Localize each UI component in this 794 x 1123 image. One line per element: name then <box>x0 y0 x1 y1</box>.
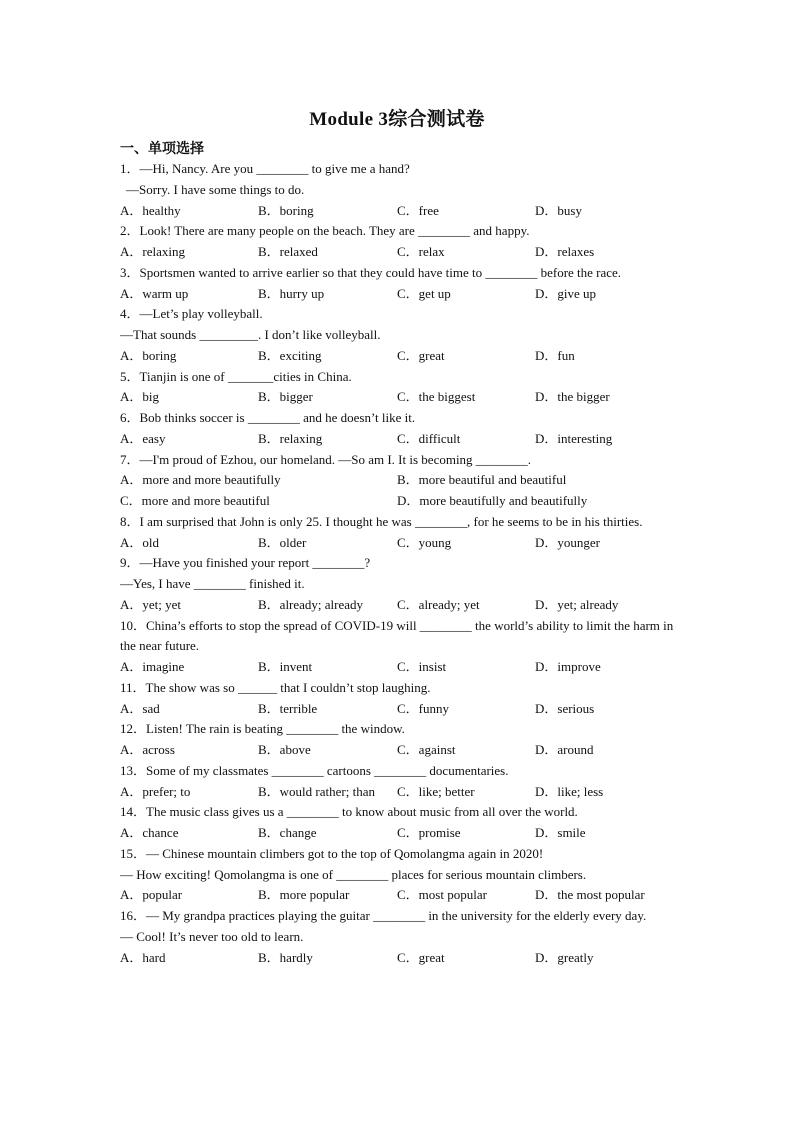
options-row <box>120 242 675 263</box>
options-row <box>120 387 675 408</box>
question-item <box>120 844 675 906</box>
option: A．boring <box>120 347 177 363</box>
options-row <box>120 948 675 969</box>
option: A．big <box>120 389 160 405</box>
question-item <box>120 263 675 305</box>
option: D．busy <box>535 202 582 218</box>
question-item <box>120 761 675 803</box>
question-text: 9．—Have you finished your report ________? <box>120 555 371 571</box>
option: C．promise <box>397 825 461 840</box>
option: C．already; yet <box>397 596 480 612</box>
question-text: 16．— My grandpa practices playing the guitar ________ in the university for the elderly every day. <box>120 908 647 923</box>
option: B．already; already <box>258 596 364 612</box>
option: D．younger <box>535 534 600 550</box>
question-item <box>120 906 675 968</box>
option: A．warm up <box>120 285 189 301</box>
question-text: 14．The music class gives us a ________ to know about music from all over the world. <box>120 804 578 820</box>
question-item <box>120 512 675 554</box>
option: A．popular <box>120 887 183 903</box>
question-text: 12．Listen! The rain is beating ________ the window. <box>120 721 405 737</box>
option: A．yet; yet <box>120 596 182 612</box>
option: B．change <box>258 825 317 840</box>
option: A．more and more beautifully <box>120 472 281 488</box>
question-text: 6．Bob thinks soccer is ________ and he doesn’t like it. <box>120 410 416 425</box>
option: D．the most popular <box>535 887 645 903</box>
question-item <box>120 802 675 844</box>
option: C．free <box>397 202 439 218</box>
option: D．smile <box>535 825 586 840</box>
option: A．healthy <box>120 202 181 218</box>
options-row <box>120 782 675 803</box>
question-list <box>120 159 675 968</box>
question-text: 2．Look! There are many people on the beach. They are ________ and happy. <box>120 223 530 239</box>
option: B．relaxed <box>258 244 318 259</box>
option: A．across <box>120 742 175 757</box>
question-item <box>120 553 675 615</box>
options-row <box>120 699 675 720</box>
question-item <box>120 450 675 512</box>
option: D．more beautifully and beautifully <box>397 493 588 508</box>
question-text: 11．The show was so ______ that I couldn’t stop laughing. <box>120 679 431 695</box>
question-text: 1．—Hi, Nancy. Are you ________ to give me a hand? <box>120 161 410 176</box>
option: B．above <box>258 742 311 757</box>
option: C．difficult <box>397 430 461 446</box>
question-text: 13．Some of my classmates ________ cartoons ________ documentaries. <box>120 762 509 778</box>
question-text: 10．China’s efforts to stop the spread of COVID-19 will ________ the world’s ability to limit the harm in the near future. <box>120 617 674 654</box>
options-row <box>120 284 675 305</box>
option: C．great <box>397 347 445 363</box>
option: D．around <box>535 742 594 757</box>
option: D．serious <box>535 700 595 716</box>
option: D．interesting <box>535 430 613 446</box>
option: D．like; less <box>535 783 604 799</box>
option: B．boring <box>258 202 314 218</box>
option: B．exciting <box>258 347 322 363</box>
option: D．greatly <box>535 949 594 965</box>
question-text: 4．—Let’s play volleyball. <box>120 306 263 322</box>
option: B．relaxing <box>258 430 323 446</box>
options-row <box>120 346 675 367</box>
options-row <box>120 533 675 554</box>
options-row <box>120 823 675 844</box>
option: D．improve <box>535 659 601 674</box>
options-row <box>120 885 675 906</box>
option: D．relaxes <box>535 244 595 259</box>
option: B．more beautiful and beautiful <box>397 472 567 488</box>
options-row <box>120 429 675 450</box>
option: C．funny <box>397 700 450 716</box>
option: B．would rather; than <box>258 783 375 799</box>
question-item <box>120 719 675 761</box>
question-text: —Sorry. I have some things to do. <box>126 181 305 197</box>
option: D．yet; already <box>535 596 619 612</box>
question-text: —Yes, I have ________ finished it. <box>120 576 305 591</box>
option: C．young <box>397 534 452 550</box>
option: B．terrible <box>258 700 318 716</box>
option: C．insist <box>397 659 447 674</box>
options-row <box>120 491 675 512</box>
options-row <box>120 201 675 222</box>
question-text: —That sounds _________. I don’t like volleyball. <box>120 327 381 342</box>
question-text: — Cool! It’s never too old to learn. <box>120 928 304 944</box>
option: C．against <box>397 742 456 757</box>
options-row <box>120 657 675 678</box>
option: A．prefer; to <box>120 783 191 799</box>
question-text: 3．Sportsmen wanted to arrive earlier so that they could have time to ________ before the race. <box>120 264 622 280</box>
option: A．easy <box>120 430 166 446</box>
option: A．sad <box>120 700 160 716</box>
section-heading: 一、单项选择 <box>120 142 204 157</box>
option: C．like; better <box>397 783 475 799</box>
question-item <box>120 616 675 678</box>
option: B．bigger <box>258 389 313 405</box>
option: B．older <box>258 534 307 550</box>
option: B．hardly <box>258 949 313 965</box>
option: C．get up <box>397 285 451 301</box>
option: B．more popular <box>258 887 350 903</box>
options-row <box>120 595 675 616</box>
question-text: 5．Tianjin is one of _______cities in China. <box>120 368 352 384</box>
options-row <box>120 740 675 761</box>
option: B．hurry up <box>258 285 325 301</box>
question-text: 15．— Chinese mountain climbers got to the top of Qomolangma again in 2020! <box>120 845 544 861</box>
option: D．the bigger <box>535 389 610 405</box>
page-title: Module 3综合测试卷 <box>309 109 485 130</box>
question-text: 8．I am surprised that John is only 25. I thought he was ________, for he seems to be in his thirties. <box>120 513 643 529</box>
question-item <box>120 367 675 409</box>
option: A．relaxing <box>120 244 185 259</box>
question-item <box>120 304 675 366</box>
option: C．most popular <box>397 887 487 903</box>
question-text: 7．—I'm proud of Ezhou, our homeland. —So am I. It is becoming ________. <box>120 451 532 467</box>
option: C．the biggest <box>397 389 476 405</box>
option: C．great <box>397 949 445 965</box>
option: B．invent <box>258 659 313 674</box>
option: A．chance <box>120 825 179 840</box>
option: C．relax <box>397 244 445 259</box>
question-item <box>120 221 675 263</box>
option: A．imagine <box>120 659 185 674</box>
question-item <box>120 678 675 720</box>
option: C．more and more beautiful <box>120 493 270 508</box>
option: A．old <box>120 534 160 550</box>
option: A．hard <box>120 949 166 965</box>
option: D．fun <box>535 347 575 363</box>
question-item <box>120 408 675 450</box>
question-item <box>120 159 675 221</box>
options-row <box>120 470 675 491</box>
option: D．give up <box>535 285 597 301</box>
question-text: — How exciting! Qomolangma is one of ________ places for serious mountain climbers. <box>120 866 587 882</box>
